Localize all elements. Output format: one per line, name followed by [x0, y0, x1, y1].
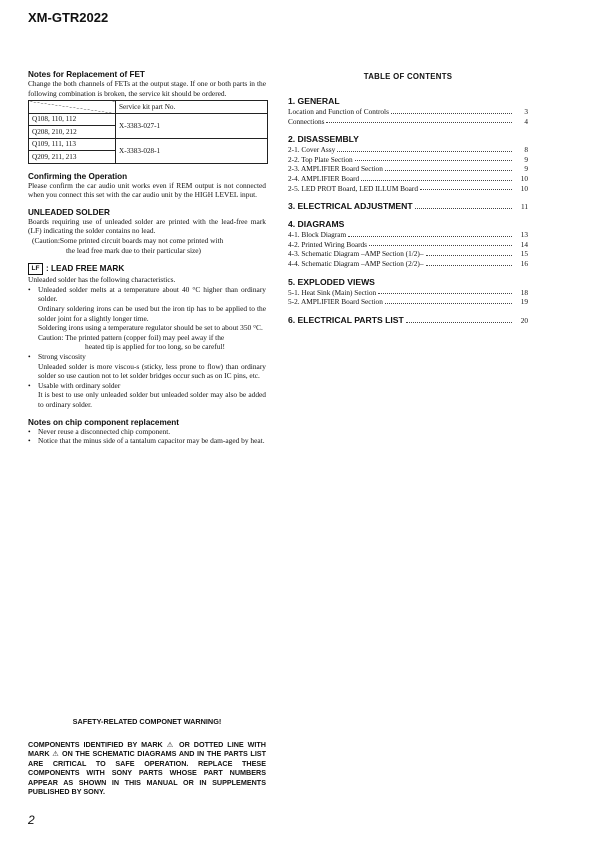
lead-free-title: : LEAD FREE MARK: [46, 264, 125, 274]
parts-cell: Q208, 210, 212: [29, 126, 116, 139]
toc-entry[interactable]: 2-1. Cover Assy 8: [288, 145, 528, 155]
toc-entry[interactable]: 5-1. Heat Sink (Main) Section 18: [288, 287, 528, 297]
lead-free-intro: Unleaded solder has the following characteristics.: [28, 275, 176, 285]
sub-text: heated tip is applied for too long, so be careful!: [85, 342, 225, 352]
toc-section-exploded-views: 5. EXPLODED VIEWS: [288, 276, 375, 287]
table-header: Service kit part No.: [116, 101, 268, 114]
fet-heading: Notes for Replacement of FET: [28, 70, 145, 79]
list-item: [28, 352, 266, 381]
diagonal-cell: [29, 101, 116, 114]
table-row: [29, 138, 268, 151]
toc-entry[interactable]: 4-3. Schematic Diagram –AMP Section (1/2)– 15: [288, 249, 528, 259]
table-header-row: [29, 101, 268, 114]
toc-entry[interactable]: Location and Function of Controls 3: [288, 107, 528, 116]
bullet-text: Usable with ordinary solder: [38, 380, 121, 390]
toc-entry[interactable]: 2-2. Top Plate Section 9: [288, 154, 528, 164]
parts-cell: Q109, 111, 113: [29, 138, 116, 151]
toc-entry[interactable]: 4-4. Schematic Diagram –AMP Section (2/2)– 16: [288, 258, 528, 268]
safety-warning: [28, 717, 266, 796]
confirm-text: Please confirm the car audio unit works even if REM output is not connected when you connect this set with the car audio unit by the HIGH LEVEL input.: [28, 180, 266, 200]
unleaded-text: Boards requiring use of unleaded solder are printed with the lead-free mark (LF) indicating the solder contains no lead.: [28, 216, 266, 236]
bullet-text: Unleaded solder melts at a temperature about 40 °C higher than ordinary solder.: [38, 284, 266, 304]
toc-section-disassembly: 2. DISASSEMBLY: [288, 134, 359, 145]
parts-cell: Q209, 211, 213: [29, 151, 116, 164]
unleaded-caution: (Caution:Some printed circuit boards may not come printed with: [32, 236, 224, 246]
toc-entry[interactable]: 2-5. LED PROT Board, LED ILLUM Board 10: [288, 183, 528, 193]
chip-list: [28, 427, 266, 446]
list-item: • Never reuse a disconnected chip component.: [28, 427, 266, 437]
kit-cell: X-3383-027-1: [116, 113, 268, 138]
toc-title: TABLE OF CONTENTS: [363, 72, 453, 81]
sub-text: Ordinary soldering irons can be used but the iron tip has to be applied to the solder joint for a slightly longer time.: [38, 304, 266, 323]
toc-entry[interactable]: 4-1. Block Diagram 13: [288, 230, 528, 240]
toc-entry[interactable]: 4-2. Printed Wiring Boards 14: [288, 239, 528, 249]
confirm-heading: Confirming the Operation: [28, 171, 128, 181]
warning-body: COMPONENTS IDENTIFIED BY MARK ⚠ OR DOTTED LINE WITH MARK ⚠ ON THE SCHEMATIC DIAGRAMS AND IN THE PARTS LIST ARE CRITICAL TO SAFE OPERATION. REPLACE THESE COMPONENTS WITH SONY PARTS WHOSE PART NUMBERS APPEAR AS SHOWN IN THIS MANUAL OR IN SUPPLEMENTS PUBLISHED BY SONY.: [28, 740, 266, 797]
parts-cell: Q108, 110, 112: [29, 113, 116, 126]
toc-entry[interactable]: Connections 4: [288, 116, 528, 126]
sub-text: Soldering irons using a temperature regulator should be set to about 350 °C.: [38, 323, 263, 333]
service-kit-table: [28, 100, 268, 164]
toc-section-diagrams: 4. DIAGRAMS: [288, 219, 345, 230]
toc-entry[interactable]: 2-4. AMPLIFIER Board 10: [288, 173, 528, 183]
toc-section-electrical-adjustment[interactable]: 3. ELECTRICAL ADJUSTMENT 11: [288, 201, 528, 212]
warning-title: SAFETY-RELATED COMPONET WARNING!: [72, 717, 222, 726]
kit-cell: X-3383-028-1: [116, 138, 268, 163]
toc-entry[interactable]: 2-3. AMPLIFIER Board Section 9: [288, 164, 528, 174]
list-item: [28, 285, 266, 352]
sub-text: Caution: The printed pattern (copper foil) may peel away if the: [38, 332, 225, 342]
lead-free-list: [28, 285, 266, 410]
bullet-text: Strong viscosity: [38, 352, 86, 361]
lead-free-heading: [28, 263, 266, 275]
list-item: • Notice that the minus side of a tantalum capacitor may be dam-aged by heat.: [28, 436, 266, 446]
chip-heading: Notes on chip component replacement: [28, 417, 180, 427]
model-title: XM-GTR2022: [28, 10, 109, 25]
toc-entry[interactable]: 5-2. AMPLIFIER Board Section 19: [288, 297, 528, 307]
sub-text: Unleaded solder is more viscou-s (sticky, less prone to flow) than ordinary solder so use caution not to let solder bridges occur such as on IC pins, etc.: [38, 361, 266, 381]
fet-text: Change the both channels of FETs at the output stage. If one or both parts in the following combination is broken, the service kit should be ordered.: [28, 79, 266, 98]
page-number: 2: [28, 813, 35, 827]
unleaded-caution-2: the lead free mark due to their particular size): [66, 245, 202, 255]
left-column: [28, 70, 266, 446]
toc-section-general: 1. GENERAL: [288, 96, 340, 106]
unleaded-heading: UNLEADED SOLDER: [28, 207, 110, 217]
list-item: [28, 381, 266, 410]
table-row: [29, 113, 268, 126]
lead-free-mark-icon: LF: [28, 263, 43, 275]
sub-text: It is best to use only unleaded solder but unleaded solder may also be added to ordinary solder.: [38, 390, 266, 409]
toc-section-parts-list[interactable]: 6. ELECTRICAL PARTS LIST 20: [288, 314, 528, 325]
table-of-contents: [288, 72, 528, 325]
